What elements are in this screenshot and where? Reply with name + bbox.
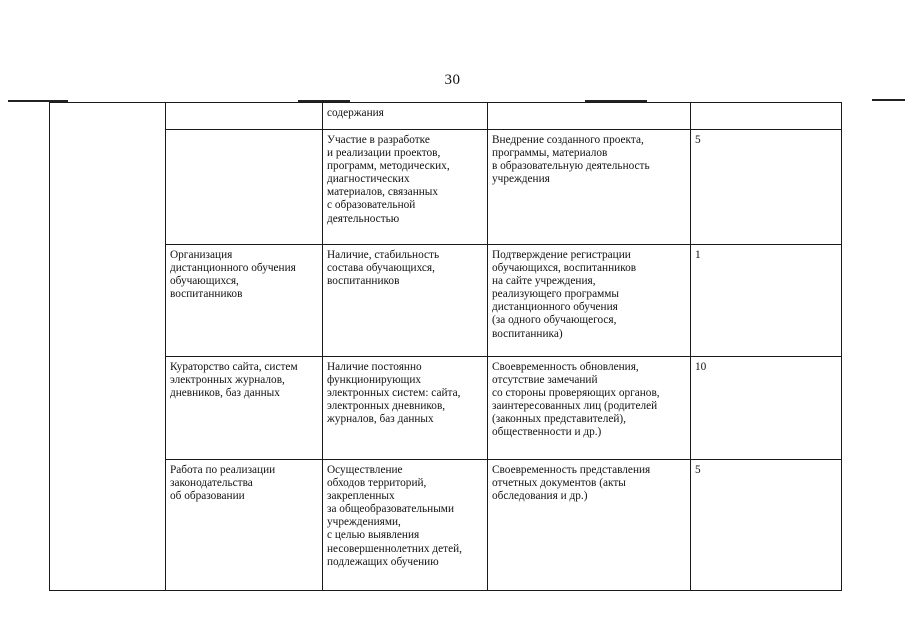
criteria-table — [49, 102, 842, 591]
table-row — [50, 245, 842, 357]
table-row — [50, 130, 842, 245]
page-number: 30 — [444, 72, 461, 88]
score-cell: 5 — [691, 460, 842, 591]
indicator-cell: содержания — [323, 103, 488, 130]
table-row — [50, 460, 842, 591]
table-row — [50, 357, 842, 460]
indicator-cell: Участие в разработке и реализации проектов, программ, методических, диагностических материалов, связанных с образовательной деятельностью — [323, 130, 488, 245]
score-cell — [691, 103, 842, 130]
measure-cell: Своевременность представления отчетных документов (акты обследования и др.) — [488, 460, 691, 591]
scan-line-right — [872, 99, 905, 101]
measure-cell: Подтверждение регистрации обучающихся, воспитанников на сайте учреждения, реализующего программы дистанционного обучения (за одного обучающегося, воспитанника) — [488, 245, 691, 357]
indicator-cell: Наличие, стабильность состава обучающихся, воспитанников — [323, 245, 488, 357]
score-cell: 10 — [691, 357, 842, 460]
merged-left-cell — [50, 103, 166, 591]
score-cell: 5 — [691, 130, 842, 245]
measure-cell — [488, 103, 691, 130]
indicator-cell: Осуществление обходов территорий, закрепленных за общеобразовательными учреждениями, с целью выявления несовершеннолетних детей, подлежащих обучению — [323, 460, 488, 591]
criterion-cell: Работа по реализации законодательства об образовании — [166, 460, 323, 591]
measure-cell: Внедрение созданного проекта, программы, материалов в образовательную деятельность учреждения — [488, 130, 691, 245]
table-row — [50, 103, 842, 130]
measure-cell: Своевременность обновления, отсутствие замечаний со стороны проверяющих органов, заинтересованных лиц (родителей (законных представителей), общественности и др.) — [488, 357, 691, 460]
score-cell: 1 — [691, 245, 842, 357]
criterion-cell — [166, 130, 323, 245]
indicator-cell: Наличие постоянно функционирующих электронных систем: сайта, электронных дневников, журналов, баз данных — [323, 357, 488, 460]
criterion-cell: Кураторство сайта, систем электронных журналов, дневников, баз данных — [166, 357, 323, 460]
criterion-cell — [166, 103, 323, 130]
criterion-cell: Организация дистанционного обучения обучающихся, воспитанников — [166, 245, 323, 357]
